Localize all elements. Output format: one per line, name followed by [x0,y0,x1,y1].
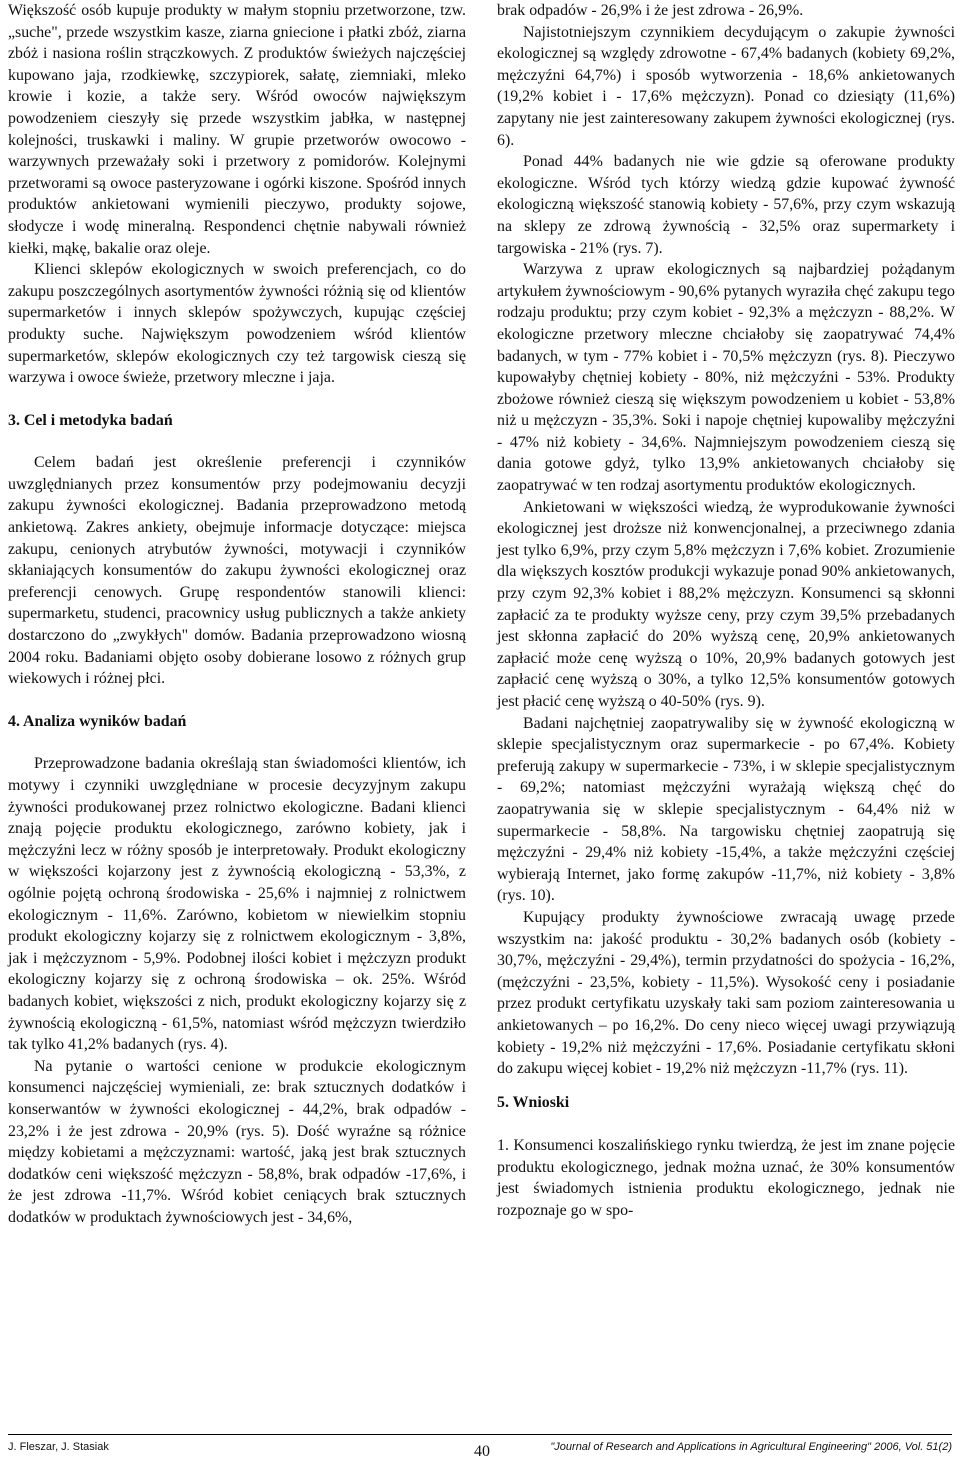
paragraph: Najistotniejszym czynnikiem decydującym o zakupie żywności ekologicznej są względy zdrowotne - 67,4% badanych (kobiety 69,2%, mężczyźni 64,7%) i sposób wytworzenia - 18,6% ankietowanych (19,2% kobiet i - 17,6% mężczyzn). Ponad co dziesiąty (11,6%) zapytany nie jest zainteresowany zakupem żywności ekologicznej (rys. 6). [497,23,955,149]
paragraph: Większość osób kupuje produkty w małym stopniu przetworzone, tzw. „suche", przede wszystkim kasze, ziarna gniecione i płatki zbóż, ziarna zbóż i nasiona roślin strączkowych. Z produktów świeżych najczęściej kupowano jaja, rzodkiewkę, szczypiorek, sałatę, ziemniaki, mleko krowie i kozie, a także sery. Wśród owoców największym powodzeniem cieszyły się przede wszystkim jabłka, w następnej kolejności, truskawki i maliny. W grupie przetworów owocowo - warzywnych przeważały soki i przetwory z pomidorów. Kolejnymi przetworami są owoce pasteryzowane i ogórki kiszone. Spośród innych produktów ankietowani wymienili pieczywo, produkty sojowe, słodycze i wodę mineralną. Respondenci chętnie nabywali również kiełki, mąkę, bakalie oraz oleje. [8,2,466,257]
paragraph: Ponad 44% badanych nie wie gdzie są oferowane produkty ekologiczne. Wśród tych którzy wiedzą gdzie kupować żywność ekologiczną większość stanowią kobiety - 57,6%, przy czym wskazują na sklepy ze zdrową żywnością - 32,5% oraz supermarkety i targowiska - 21% (rys. 7). [497,153,955,257]
paragraph: Przeprowadzone badania określają stan świadomości klientów, ich motywy i czynniki uwzględniane w procesie decyzyjnym zakupu żywności produkowanej przez rolnictwo ekologiczne. Badani klienci znają pojęcie produktu ekologicznego, zarówno kobiety, jak i mężczyźni lecz w różny sposób je interpretowały. Produkt ekologiczny w większości kojarzony jest z żywnością ekologiczną - 53,3%, z ogólnie pojętą ochroną środowiska - 25,6% i najmniej z rolnictwem ekologicznym - 11,6%. Zarówno, kobietom w niewielkim stopniu produkt ekologiczny kojarzy się z rolnictwem ekologicznym - 3,8%, jak i mężczyznom - 5,9%. Podobnej ilości kobiet i mężczyzn produkt ekologiczny kojarzy się z ochroną środowiska – ok. 25%. Wśród badanych kobiet, większości z nich, produkt ekologiczny kojarzy się z żywnością ekologiczną - 61,5%, natomiast wśród mężczyzn twierdziło tak tylko 41,2% badanych (rys. 4). [8,755,466,1054]
conclusion-item: 1. Konsumenci koszalińskiego rynku twierdzą, że jest im znane pojęcie produktu ekologicznego, jednak można uznać, że 30% konsumentów jest świadomych istnienia produktu ekologicznego, jednak nie rozpoznaje go w spo- [497,1137,955,1220]
paragraph: Celem badań jest określenie preferencji i czynników uwzględnianych przez konsumentów przy podejmowaniu decyzji zakupu żywności ekologicznej. Badania przeprowadzono metodą ankietową. Zakres ankiety, obejmuje informacje dotyczące: miejsca zakupu, cenionych atrybutów żywności, motywacji i czynników skłaniających konsumentów do zakupu żywności ekologicznej oraz preferencji cenowych. Grupę respondentów stanowili klienci: supermarketu, studenci, pracownicy usług publicznych a także ankiety dostarczono do „zwykłych" domów. Badania przeprowadzono wiosną 2004 roku. Badaniami objęto osoby dobierane losowo z różnych grup wiekowych i różnej płci. [8,454,466,688]
paragraph: Ankietowani w większości wiedzą, że wyprodukowanie żywności ekologicznej jest droższe niż konwencjonalnej, a przeciwnego zdania jest tylko 6,9%, przy czym 5,8% mężczyzn i 7,6% kobiet. Zrozumienie dla większych kosztów produkcji wykazuje ponad 90% ankietowanych, przy czym 92,3% kobiet i 88,2% mężczyzn. Konsumenci są skłonni zapłacić za te produkty wyższe ceny, przy czym 39,5% przebadanych jest skłonna zapłacić do 20% wyższą cenę, 20,9% ankietowanych zapłacić może cenę wyższą o 10%, 20,9% badanych gotowych jest zapłacić cenę wyższą o 30%, a tylko 12,5% konsumentów gotowych jest płacić cenę wyższą o 40-50% (rys. 9). [497,498,955,710]
paragraph: brak odpadów - 26,9% i że jest zdrowa - 26,9%. [497,2,804,19]
section-heading-5: 5. Wnioski [497,1093,570,1111]
section-heading-4: 4. Analiza wyników badań [8,712,187,730]
paragraph: Na pytanie o wartości cenione w produkcie ekologicznym konsumenci najczęściej wymieniali, ze: brak sztucznych dodatków i konserwantów w żywności ekologicznej - 44,2%, brak odpadów - 23,2% i że jest zdrowa - 20,9% (rys. 5). Dość wyraźne są różnice między kobietami a mężczyznami: wartość, jaką jest brak sztucznych dodatków ceni większość mężczyzn - 58,8%, brak odpadów -17,6%, i że jest zdrowa -11,7%. Wśród kobiet ceniących brak sztucznych dodatków w produktach żywnościowych jest - 34,6%, [8,1057,466,1226]
paragraph: Klienci sklepów ekologicznych w swoich preferencjach, co do zakupu poszczególnych asortymentów żywności różnią się od klientów supermarketów i innych sklepów spożywczych, kupując częściej produkty suche. Największym powodzeniem wśród klientów supermarketów, sklepów ekologicznych czy też targowisk cieszą się warzywa i owoce świeże, przetwory mleczne i jaja. [8,261,466,387]
paragraph: Kupujący produkty żywnościowe zwracają uwagę przede wszystkim na: jakość produktu - 30,2% badanych osób (kobiety - 30,7%, mężczyźni - 29,4%), termin przydatności do spożycia - 16,2%, (mężczyźni - 23,5%, kobiety - 11,5%). Wysokość ceny i posiadanie przez produkt certyfikatu uzyskały taki sam poziom zainteresowania u ankietowanych – po 16,2%. Do ceny nieco więcej uwagi przywiązują kobiety - 19,2% niż mężczyźni - 17,6%. Posiadanie certyfikatu skłoni do zakupu więcej kobiet - 19,2% niż mężczyzn -11,7% (rys. 11). [497,908,955,1078]
paragraph: Warzywa z upraw ekologicznych są najbardziej pożądanym artykułem żywnościowym - 90,6% pytanych wyraziła chęć zakupu tego rodzaju produktu; przy czym kobiet - 92,3% a mężczyzn - 88,2%. W ekologiczne przetwory mleczne chciałoby się zaopatrywać 74,4% badanych, w tym - 77% kobiet i - 70,5% mężczyzn (rys. 8). Pieczywo kupowałyby chętniej kobiety - 80%, niż mężczyźni - 53%. Produkty zbożowe również cieszą się większym powodzeniem u kobiet - 53,8% niż u mężczyzn - 35,3%. Soki i napoje chętniej kupowaliby mężczyźni - 47% niż kobiety - 34,6%. Najmniejszym powodzeniem cieszą się dania gotowe gdyż, tylko 13,9% ankietowanych chciałoby się zaopatrywać w ten rodzaj asortymentu produktów ekologicznych. [497,261,955,495]
section-heading-3: 3. Cel i metodyka badań [8,411,173,429]
paragraph: Badani najchętniej zaopatrywaliby się w żywność ekologiczną w sklepie specjalistycznym oraz supermarkecie - po 67,4%. Kobiety preferują zakupy w supermarkecie - 73%, i w sklepie specjalistycznym - 69,2%; natomiast mężczyźni wyrażają większą chęć do zaopatrywania się w sklepie specjalistycznym - 64,4% niż w supermarkecie - 58,8%. Na targowisku chętniej zaopatrują się mężczyźni - 29,4% niż kobiety -15,4%, a także mężczyźni częściej wybierają Internet, jako formę zakupów -11,7%, niż kobiety - 3,8% (rys. 10). [497,714,955,905]
page-footer [8,1434,952,1463]
page-number: 40 [474,1443,490,1460]
left-column [8,0,466,1228]
footer-journal: "Journal of Research and Applications in Agricultural Engineering" 2006, Vol. 51(2) [550,1441,952,1453]
footer-authors: J. Fleszar, J. Stasiak [8,1441,109,1453]
right-column [497,0,955,1222]
